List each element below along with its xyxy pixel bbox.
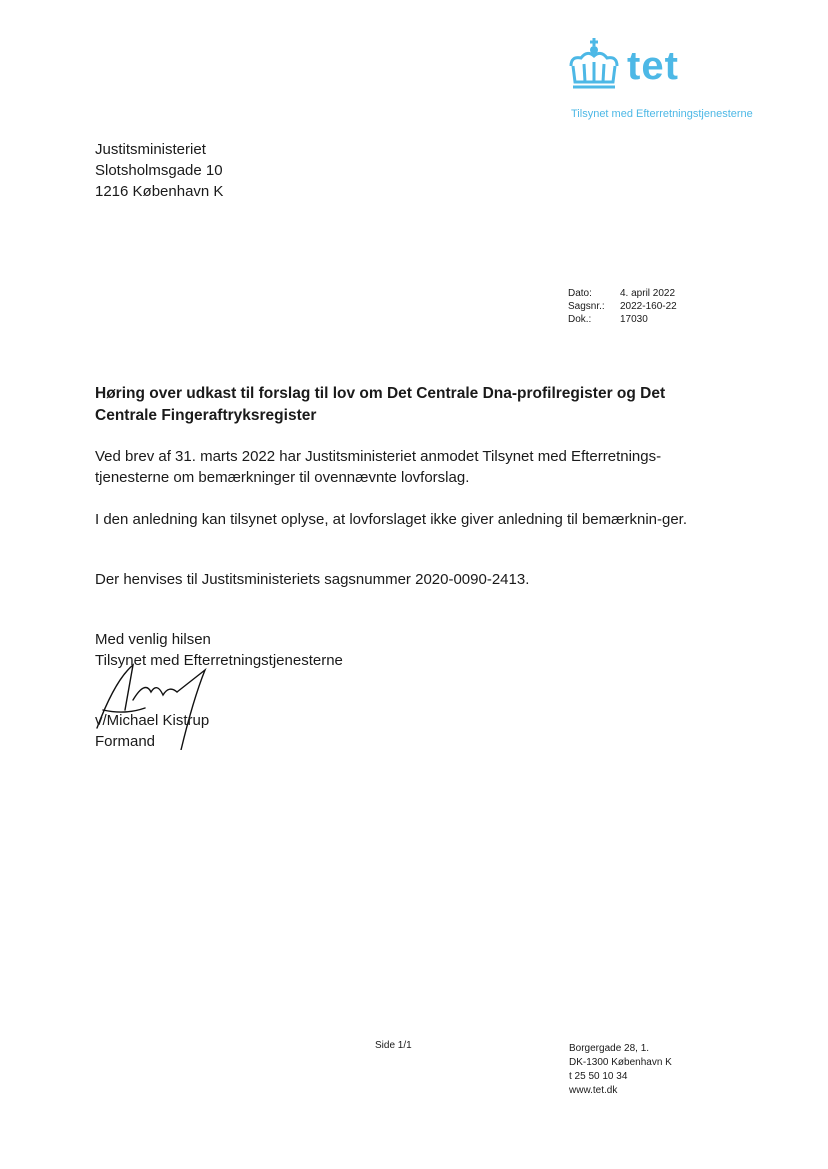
recipient-street: Slotsholmsgade 10 [95, 162, 223, 179]
paragraph-1: Ved brev af 31. marts 2022 har Justitsministeriet anmodet Tilsynet med Efterretnings-tjenesterne om bemærkninger til ovennævnte lovforslag. [95, 448, 662, 486]
footer-address [569, 1042, 672, 1098]
recipient-address [95, 139, 223, 202]
footer-phone: t 25 50 10 34 [569, 1071, 628, 1082]
footer-city: DK-1300 København K [569, 1057, 672, 1068]
logo-wordmark: tet [627, 44, 679, 88]
meta-date-row [568, 287, 677, 300]
greeting: Med venlig hilsen [95, 631, 211, 648]
case-label: Sagsnr.: [568, 301, 605, 312]
recipient-city: 1216 København K [95, 183, 224, 200]
paragraph-2: I den anledning kan tilsynet oplyse, at lovforslaget ikke giver anledning til bemærknin-ger. [95, 511, 688, 528]
signer-block [95, 710, 209, 752]
sender-organization: Tilsynet med Efterretningstjenesterne [95, 652, 343, 669]
footer-street: Borgergade 28, 1. [569, 1043, 650, 1054]
doc-label: Dok.: [568, 314, 592, 325]
date-value: 4. april 2022 [620, 288, 676, 299]
meta-doc-row [568, 313, 677, 326]
recipient-name: Justitsministeriet [95, 141, 206, 158]
case-value: 2022-160-22 [620, 301, 677, 312]
crown-icon [565, 36, 623, 92]
footer-website: www.tet.dk [569, 1085, 618, 1096]
doc-value: 17030 [620, 314, 648, 325]
signer-name: v/Michael Kistrup [95, 712, 210, 729]
logo-subtitle: Tilsynet med Efterretningstjenesterne [571, 108, 753, 120]
meta-case-row [568, 300, 677, 313]
document-meta [568, 287, 677, 326]
letter-subject: Høring over udkast til forslag til lov om Det Centrale Dna-profilregister og Det Centrale Fingeraftryksregister [95, 385, 666, 424]
signer-title: Formand [95, 733, 156, 750]
paragraph-3: Der henvises til Justitsministeriets sagsnummer 2020-0090-2413. [95, 571, 530, 588]
tet-logo [565, 36, 775, 126]
date-label: Dato: [568, 288, 592, 299]
page-number: Side 1/1 [375, 1040, 412, 1051]
